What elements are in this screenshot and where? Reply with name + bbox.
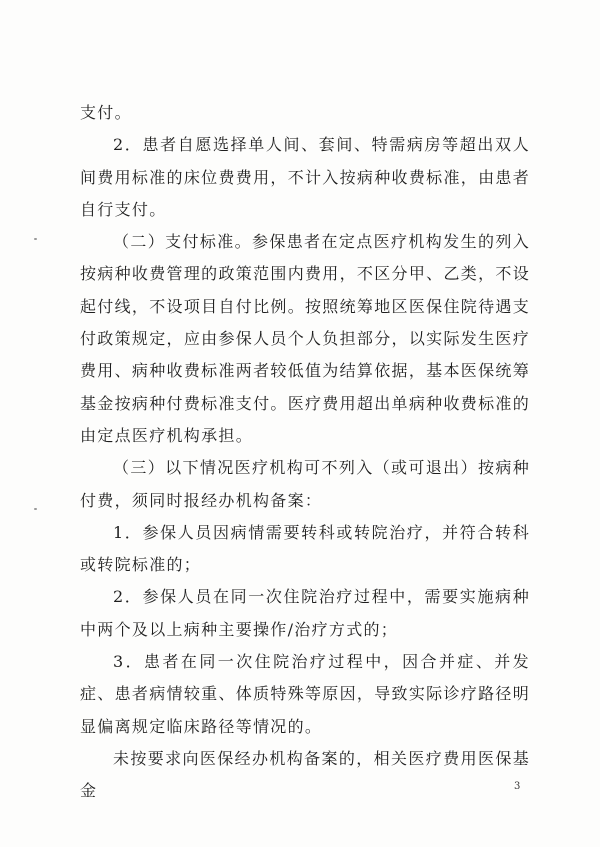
scan-speck — [34, 508, 37, 510]
scan-speck — [34, 238, 37, 240]
paragraph-exclusion-conditions: （三）以下情况医疗机构可不列入（或可退出）按病种付费，须同时报经办机构备案： — [80, 458, 530, 510]
page-number: 3 — [514, 781, 521, 792]
paragraph-item-2-bed-fee: 2．患者自愿选择单人间、套间、特需病房等超出双人间费用标准的床位费费用，不计入按病种收费标准，由患者自行支付。 — [80, 135, 530, 219]
paragraph-unfiled-cases: 未按要求向医保经办机构备案的，相关医疗费用医保基金 — [80, 748, 530, 801]
document-body — [80, 97, 530, 808]
paragraph-item-1-transfer: 1．参保人员因病情需要转科或转院治疗，并符合转科或转院标准的； — [80, 522, 530, 575]
paragraph-continuation: 支付。 — [80, 103, 132, 122]
paragraph-payment-standard: （二）支付标准。参保患者在定点医疗机构发生的列入按病种收费管理的政策范围内费用，不区分甲、乙类，不设起付线，不设项目自付比例。按照统筹地区医保住院待遇支付政策规定，应由参保人员个人负担部分，以实际发生医疗费用、病种收费标准两者较低值为结算依据，基本医保统筹基金按病种付费标准支付。医疗费用超出单病种收费标准的由定点医疗机构承担。 — [80, 232, 530, 445]
paragraph-item-2-multiple-procedures: 2．参保人员在同一次住院治疗过程中，需要实施病种中两个及以上病种主要操作/治疗方式的； — [80, 587, 530, 639]
paragraph-item-3-complications: 3．患者在同一次住院治疗过程中，因合并症、并发症、患者病情较重、体质特殊等原因，导致实际诊疗路径明显偏离规定临床路径等情况的。 — [80, 652, 530, 736]
